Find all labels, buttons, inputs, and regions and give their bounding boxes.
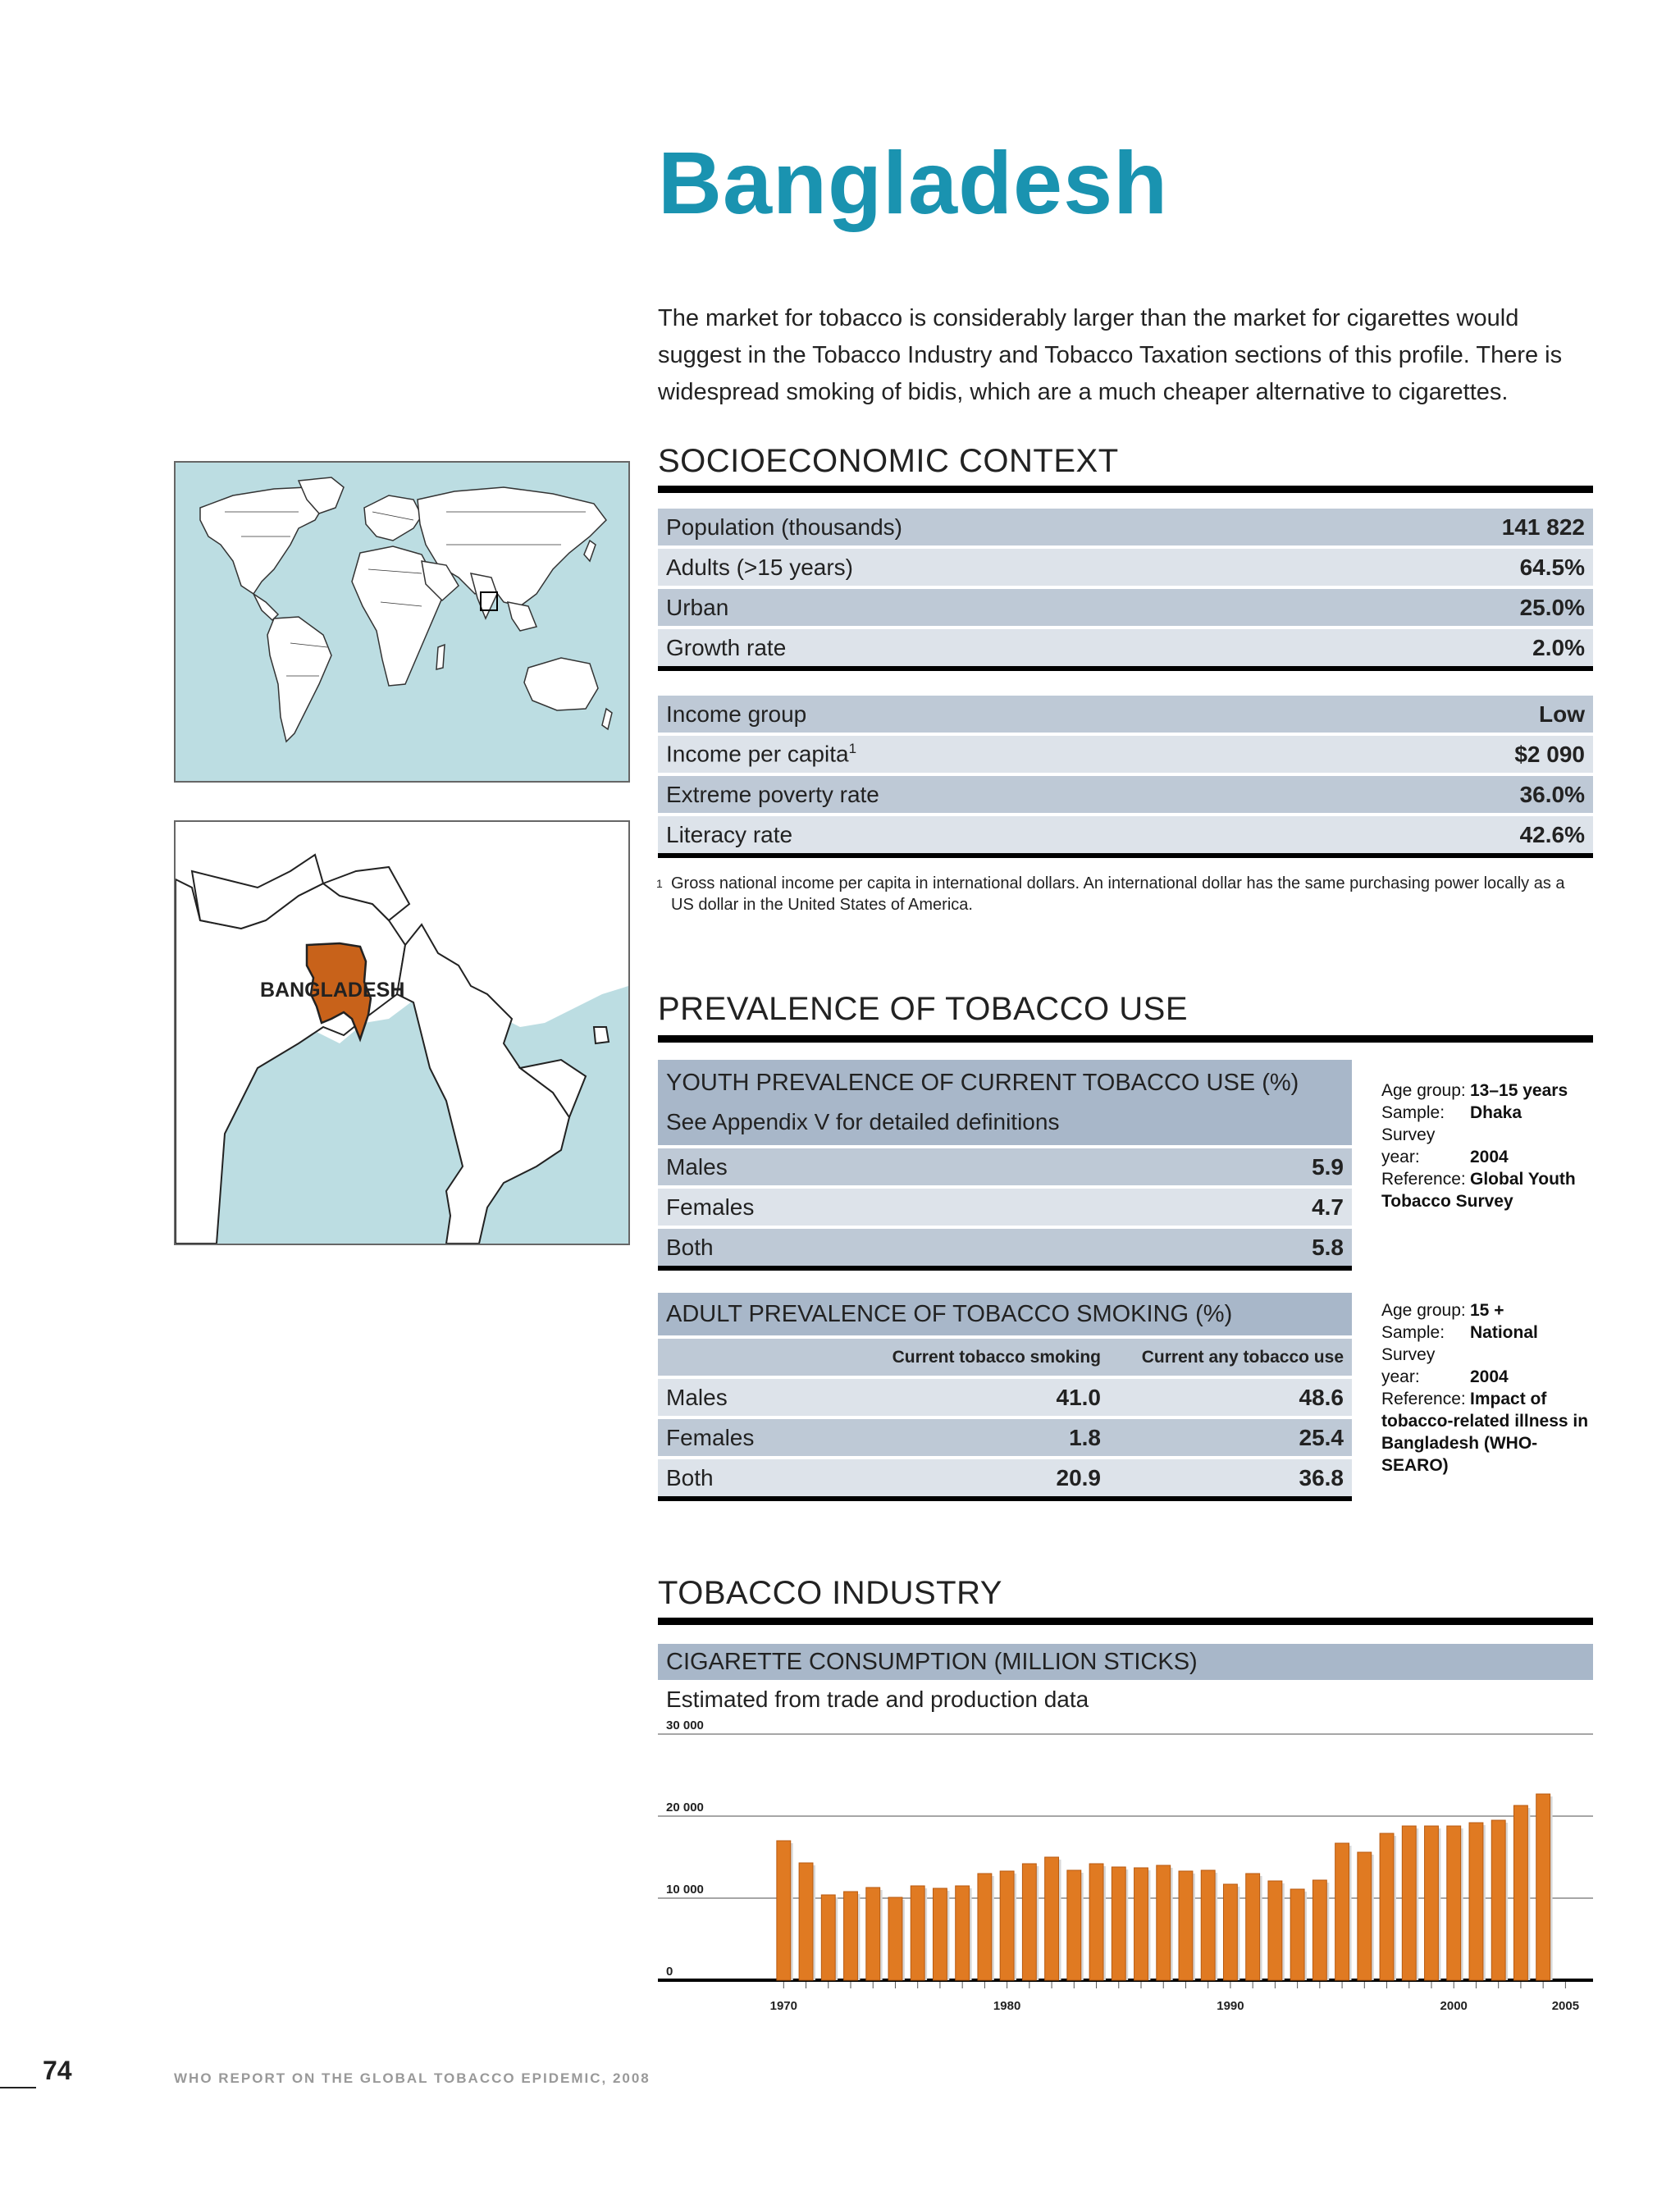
island-shape (594, 1027, 609, 1043)
youth-age-value: 13–15 years (1470, 1081, 1568, 1100)
bar-2001 (1469, 1823, 1483, 1980)
adult-males-label: Males (666, 1384, 728, 1410)
report-title: WHO REPORT ON THE GLOBAL TOBACCO EPIDEMIC, 2008 (174, 2070, 651, 2086)
southeast-asia-shape (508, 602, 536, 631)
adult-year-label: Survey year: (1381, 1345, 1436, 1386)
socioeconomic-heading: SOCIOECONOMIC CONTEXT (658, 443, 1119, 479)
consumption-chart (656, 1714, 1596, 2018)
row-growth (658, 629, 1593, 666)
world-map (174, 461, 630, 783)
footnote-ref: 1 (848, 741, 857, 757)
youth-table (658, 1060, 1352, 1271)
youth-both-value: 5.8 (1312, 1234, 1344, 1260)
bar-1982 (1045, 1857, 1059, 1980)
adult-col-any-use: Current any tobacco use (1141, 1347, 1344, 1367)
y-tick-label: 10 000 (666, 1883, 704, 1897)
urban-value: 25.0% (1519, 594, 1585, 620)
adult-both-any: 36.8 (1299, 1464, 1344, 1490)
bar-1980 (1000, 1871, 1014, 1980)
footer-rule (0, 2087, 36, 2088)
bar-1973 (844, 1892, 858, 1980)
adult-table (658, 1293, 1352, 1501)
bar-1996 (1358, 1852, 1372, 1980)
bar-1993 (1290, 1889, 1304, 1980)
footnote-mark: 1 (656, 877, 663, 890)
chart-title-bar (658, 1644, 1593, 1680)
bar-2004 (1536, 1794, 1550, 1980)
x-tick-label: 1990 (1217, 1999, 1244, 2013)
south-america-shape (267, 617, 331, 742)
chart-subtitle: Estimated from trade and production data (666, 1687, 1089, 1712)
growth-value: 2.0% (1532, 634, 1585, 660)
bar-1989 (1201, 1870, 1215, 1980)
adult-females-smoking: 1.8 (1069, 1424, 1101, 1450)
youth-table-header (658, 1060, 1352, 1145)
youth-row-females (658, 1189, 1352, 1226)
footnote (656, 873, 1575, 915)
bar-1984 (1089, 1864, 1103, 1980)
bar-2003 (1513, 1805, 1527, 1980)
youth-survey-info (1381, 1080, 1595, 1212)
adult-both-label: Both (666, 1464, 714, 1490)
literacy-value: 42.6% (1519, 821, 1585, 847)
adult-ref-label: Reference: (1381, 1390, 1466, 1408)
japan-shape (584, 541, 596, 561)
x-tick-label: 2005 (1551, 1999, 1580, 2013)
socioeconomic-table-1 (658, 509, 1593, 671)
adult-column-headers (658, 1339, 1352, 1376)
adult-males-smoking: 41.0 (1056, 1384, 1101, 1410)
adult-age-label: Age group: (1381, 1301, 1466, 1320)
bar-1994 (1312, 1880, 1326, 1980)
youth-ref-label: Reference: (1381, 1170, 1466, 1189)
poverty-value: 36.0% (1519, 781, 1585, 807)
adult-females-any: 25.4 (1299, 1424, 1344, 1450)
adult-row-females (658, 1419, 1352, 1456)
adult-age-value: 15 + (1470, 1301, 1504, 1320)
x-tick-label: 1980 (993, 1999, 1021, 2013)
y-tick-label: 20 000 (666, 1801, 704, 1814)
bar-1977 (933, 1888, 947, 1980)
central-america-shape (253, 594, 278, 620)
row-poverty (658, 776, 1593, 813)
adult-table-bottom-rule (658, 1496, 1352, 1501)
europe-shape (364, 495, 422, 541)
bar-1985 (1112, 1867, 1125, 1980)
youth-males-value: 5.9 (1312, 1153, 1344, 1180)
bar-1974 (866, 1887, 880, 1980)
prevalence-rule (658, 1035, 1593, 1043)
bar-1997 (1380, 1833, 1394, 1980)
madagascar-shape (436, 645, 445, 669)
regional-map-graphic (176, 822, 628, 1244)
bar-1990 (1223, 1884, 1237, 1980)
map-country-label: BANGLADESH (260, 979, 405, 1002)
youth-year-value: 2004 (1470, 1148, 1509, 1166)
bar-2002 (1491, 1820, 1505, 1980)
regional-map (174, 820, 630, 1245)
youth-row-both (658, 1229, 1352, 1266)
industry-heading: TOBACCO INDUSTRY (658, 1575, 1002, 1611)
bar-1998 (1402, 1826, 1416, 1980)
bar-1978 (956, 1886, 970, 1980)
bar-1999 (1425, 1826, 1439, 1980)
urban-label: Urban (666, 594, 729, 620)
row-literacy (658, 816, 1593, 853)
y-tick-label: 0 (666, 1965, 673, 1979)
adult-both-smoking: 20.9 (1056, 1464, 1101, 1490)
population-label: Population (thousands) (666, 514, 902, 540)
youth-age-label: Age group: (1381, 1081, 1466, 1100)
literacy-label: Literacy rate (666, 821, 793, 847)
x-tick-label: 1970 (769, 1999, 797, 2013)
adult-males-any: 48.6 (1299, 1384, 1344, 1410)
table-2-bottom-rule (658, 853, 1593, 858)
bar-1979 (978, 1874, 992, 1980)
adults-value: 64.5% (1519, 554, 1585, 580)
youth-sample-label: Sample: (1381, 1103, 1445, 1122)
growth-label: Growth rate (666, 634, 787, 660)
income-group-label: Income group (666, 701, 807, 727)
prevalence-heading: PREVALENCE OF TOBACCO USE (658, 991, 1188, 1027)
australia-shape (524, 658, 598, 710)
row-population (658, 509, 1593, 545)
youth-table-bottom-rule (658, 1266, 1352, 1271)
youth-table-subtitle: See Appendix V for detailed definitions (666, 1109, 1060, 1134)
industry-rule (658, 1618, 1593, 1625)
adult-table-title: ADULT PREVALENCE OF TOBACCO SMOKING (%) (666, 1301, 1233, 1327)
bar-2000 (1447, 1826, 1461, 1980)
bar-1975 (888, 1897, 902, 1980)
youth-females-label: Females (666, 1194, 755, 1220)
bar-1991 (1246, 1874, 1260, 1980)
page-number: 74 (43, 2056, 72, 2085)
bar-1981 (1022, 1864, 1036, 1980)
income-group-value: Low (1539, 701, 1585, 727)
world-map-graphic (176, 463, 628, 781)
row-adults (658, 549, 1593, 586)
adult-row-both (658, 1459, 1352, 1496)
youth-year-label: Survey year: (1381, 1125, 1436, 1166)
bar-1986 (1134, 1868, 1148, 1980)
page-title: Bangladesh (658, 133, 1169, 232)
adult-ref-value: Impact of tobacco-related illness in Bangladesh (WHO-SEARO) (1381, 1390, 1589, 1475)
y-tick-label: 30 000 (666, 1719, 704, 1732)
adult-sample-label: Sample: (1381, 1323, 1445, 1342)
youth-table-title: YOUTH PREVALENCE OF CURRENT TOBACCO USE (%) (666, 1070, 1299, 1096)
chart-title: CIGARETTE CONSUMPTION (MILLION STICKS) (666, 1649, 1198, 1675)
adults-label: Adults (>15 years) (666, 554, 853, 580)
adult-females-label: Females (666, 1424, 755, 1450)
adult-table-header (658, 1293, 1352, 1335)
bar-1972 (821, 1895, 835, 1980)
bar-1971 (799, 1863, 813, 1980)
youth-sample-value: Dhaka (1470, 1103, 1522, 1122)
youth-row-males (658, 1148, 1352, 1185)
poverty-label: Extreme poverty rate (666, 781, 879, 807)
adult-year-value: 2004 (1470, 1367, 1509, 1386)
income-per-capita-value: $2 090 (1514, 741, 1585, 767)
bar-1992 (1268, 1881, 1282, 1980)
adult-row-males (658, 1379, 1352, 1416)
socioeconomic-rule (658, 486, 1593, 493)
adult-survey-info (1381, 1299, 1598, 1477)
income-per-capita-label: Income per capita$^1$ (666, 741, 857, 767)
bar-1970 (777, 1841, 791, 1980)
population-value: 141 822 (1501, 514, 1585, 540)
youth-males-label: Males (666, 1153, 728, 1180)
new-zealand-shape (602, 709, 612, 729)
row-income-group (658, 696, 1593, 733)
bar-1976 (911, 1886, 924, 1980)
footnote-text: Gross national income per capita in international dollars. An international dollar has the same purchasing power locally as a US dollar in the United States of America. (671, 874, 1565, 914)
bar-1987 (1157, 1865, 1171, 1980)
bar-1988 (1179, 1871, 1193, 1980)
row-income-per-capita (658, 736, 1593, 773)
north-america-shape (200, 487, 327, 594)
x-tick-label: 2000 (1440, 1999, 1468, 2013)
adult-sample-value: National (1470, 1323, 1538, 1342)
bar-1995 (1335, 1843, 1349, 1980)
table-1-bottom-rule (658, 666, 1593, 671)
row-urban (658, 589, 1593, 626)
youth-ref-value: Global Youth Tobacco Survey (1381, 1170, 1576, 1211)
socioeconomic-table-2 (658, 696, 1593, 858)
youth-both-label: Both (666, 1234, 714, 1260)
intro-paragraph: The market for tobacco is considerably larger than the market for cigarettes would suggest in the Tobacco Industry and Tobacco Taxation sections of this profile. There is widespread smoking of bidis, which are a much cheaper alternative to cigarettes. (658, 305, 1563, 405)
youth-females-value: 4.7 (1312, 1194, 1344, 1220)
adult-col-smoking: Current tobacco smoking (892, 1347, 1101, 1367)
bar-1983 (1067, 1870, 1081, 1980)
